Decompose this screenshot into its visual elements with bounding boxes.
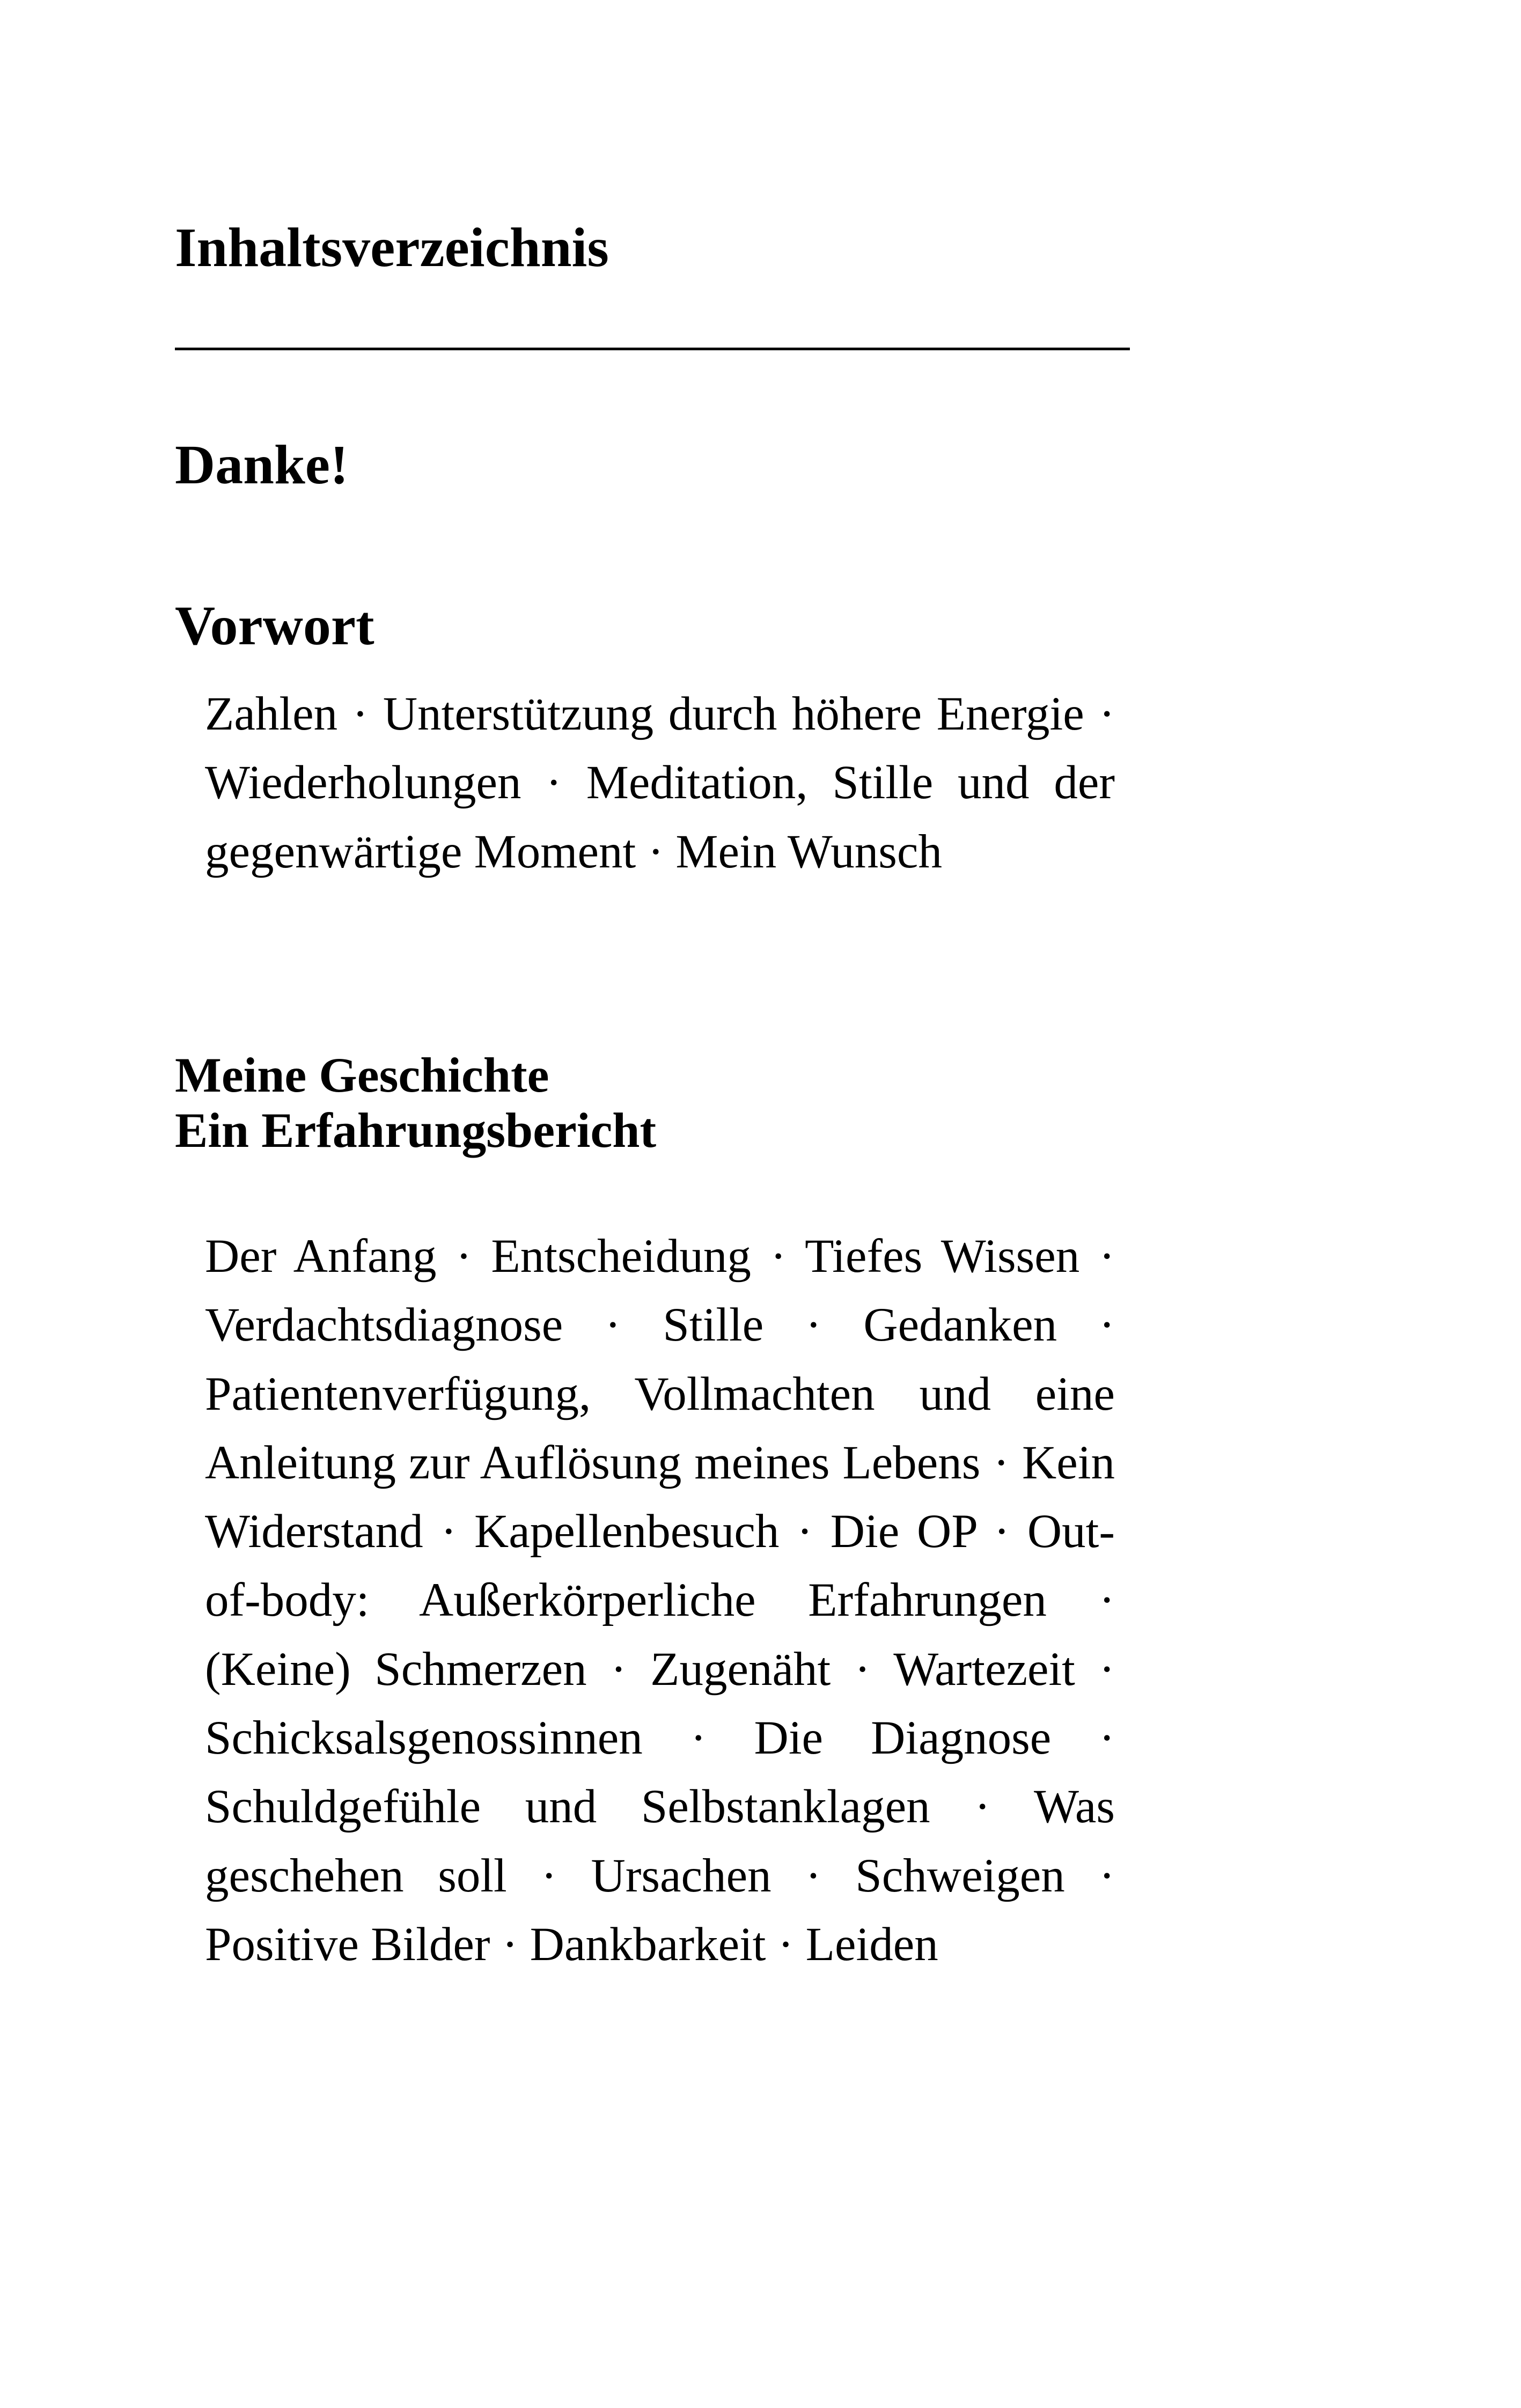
page-title: Inhaltsverzeichnis <box>175 217 609 278</box>
title-divider <box>175 348 1130 350</box>
section-heading-danke: Danke! <box>175 434 349 496</box>
section-heading-vorwort: Vorwort <box>175 595 374 657</box>
vorwort-entries: Zahlen · Unterstützung durch höhere Energie · Wiederholungen · Meditation, Stille und der gegenwärtige Moment · Mein Wunsch <box>205 688 1115 878</box>
geschichte-entries: Der Anfang · Entscheidung · Tiefes Wissen · Verdachtsdiagnose · Stille · Gedanken · Patientenverfügung, Vollmachten und eine Anleitung zur Auflösung meines Lebens · Kein Widerstand · Kapellenbesuch · Die OP · Out-of-body: Außerkörperliche Erfahrungen · (Keine) Schmerzen · Zugenäht · Wartezeit · Schicksalsgenossinnen · Die Diagnose · Schuldgefühle und Selbstanklagen · Was geschehen soll · Ursachen · Schweigen · Positive Bilder · Dankbarkeit · Leiden <box>205 1230 1115 1971</box>
section-heading-geschichte: Meine Geschichte <box>175 1048 549 1102</box>
section-subheading-erfahrungsbericht: Ein Erfahrungsbericht <box>175 1103 657 1158</box>
